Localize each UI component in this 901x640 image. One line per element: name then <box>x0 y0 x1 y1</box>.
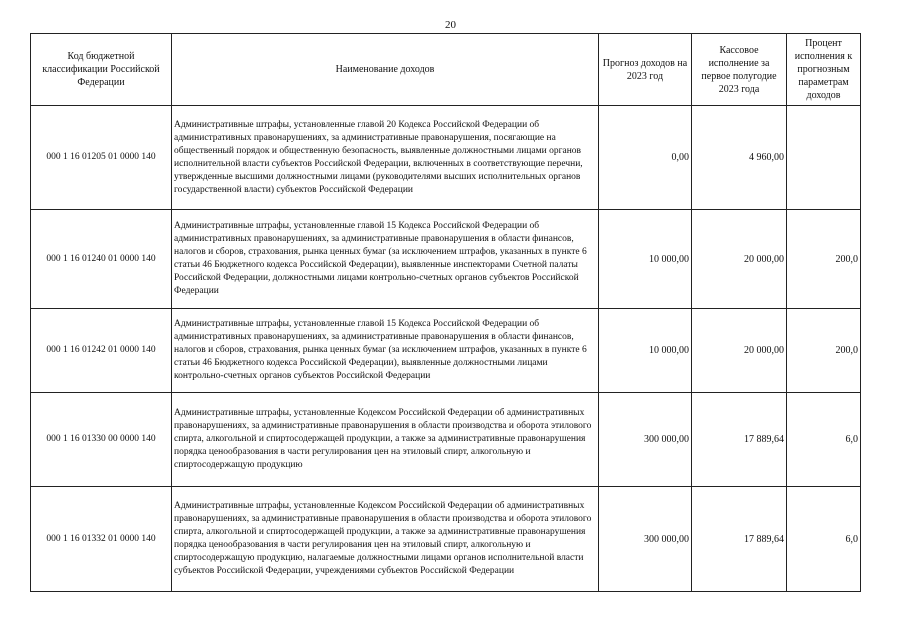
cell-name: Административные штрафы, установленные главой 15 Кодекса Российской Федерации об административных правонарушениях, за административные правонарушения в области финансов, налогов и сборов, страхования, рынка ценных бумаг (за исключением штрафов, указанных в пункте 6 статьи 46 Бюджетного кодекса Российской Федерации), выявленные должностными лицами контрольно-счетных органов субъектов Российской Федерации <box>172 309 599 393</box>
cell-percent: 6,0 <box>787 487 861 592</box>
table-row <box>31 487 861 592</box>
cell-forecast: 300 000,00 <box>599 487 692 592</box>
header-forecast: Прогноз доходов на 2023 год <box>599 34 692 106</box>
cell-actual: 17 889,64 <box>692 487 787 592</box>
cell-percent: 200,0 <box>787 309 861 393</box>
header-actual: Кассовое исполнение за первое полугодие 2023 года <box>692 34 787 106</box>
header-name: Наименование доходов <box>172 34 599 106</box>
cell-actual: 20 000,00 <box>692 210 787 309</box>
cell-forecast: 300 000,00 <box>599 393 692 487</box>
header-code: Код бюджетной классификации Российской Федерации <box>31 34 172 106</box>
table-row <box>31 393 861 487</box>
cell-forecast: 10 000,00 <box>599 309 692 393</box>
revenue-table <box>30 33 861 592</box>
header-percent: Процент исполнения к прогнозным параметрам доходов <box>787 34 861 106</box>
cell-code: 000 1 16 01240 01 0000 140 <box>31 210 172 309</box>
cell-name: Административные штрафы, установленные главой 15 Кодекса Российской Федерации об административных правонарушениях, за административные правонарушения в области финансов, налогов и сборов, страхования, рынка ценных бумаг (за исключением штрафов, указанных в пункте 6 статьи 46 Бюджетного кодекса Российской Федерации), выявленные инспекторами Счетной палаты Российской Федерации, должностными лицами контрольно-счетных органов субъектов Российской Федерации <box>172 210 599 309</box>
cell-name: Административные штрафы, установленные Кодексом Российской Федерации об административных правонарушениях, за административные правонарушения в области производства и оборота этилового спирта, алкогольной и спиртосодержащей продукции, а также за административные правонарушения порядка ценообразования в части регулирования цен на этиловый спирт, алкогольную и спиртосодержащую продукцию, налагаемые должностными лицами органов исполнительной власти субъектов Российской Федерации, учреждениями субъектов Российской Федерации <box>172 487 599 592</box>
table-row <box>31 210 861 309</box>
table-row <box>31 309 861 393</box>
page-number: 20 <box>445 19 456 31</box>
cell-forecast: 10 000,00 <box>599 210 692 309</box>
cell-name: Административные штрафы, установленные главой 20 Кодекса Российской Федерации об административных правонарушениях, за административные правонарушения, посягающие на общественный порядок и общественную безопасность, выявленные должностными лицами органов исполнительной власти субъектов Российской Федерации, включенных в соответствующие перечни, утвержденные высшими должностными лицами (руководителями высших исполнительных органов государственной власти) субъектов Российской Федерации <box>172 106 599 210</box>
cell-code: 000 1 16 01205 01 0000 140 <box>31 106 172 210</box>
cell-forecast: 0,00 <box>599 106 692 210</box>
table-row <box>31 106 861 210</box>
cell-percent: 200,0 <box>787 210 861 309</box>
cell-percent <box>787 106 861 210</box>
cell-code: 000 1 16 01332 01 0000 140 <box>31 487 172 592</box>
cell-actual: 4 960,00 <box>692 106 787 210</box>
cell-percent: 6,0 <box>787 393 861 487</box>
cell-code: 000 1 16 01330 00 0000 140 <box>31 393 172 487</box>
cell-actual: 20 000,00 <box>692 309 787 393</box>
cell-code: 000 1 16 01242 01 0000 140 <box>31 309 172 393</box>
table-header-row <box>31 34 861 106</box>
cell-name: Административные штрафы, установленные Кодексом Российской Федерации об административных правонарушениях, за административные правонарушения в области производства и оборота этилового спирта, алкогольной и спиртосодержащей продукции, а также за административные правонарушения порядка ценообразования в части регулирования цен на этиловый спирт, алкогольную и спиртосодержащую продукцию <box>172 393 599 487</box>
cell-actual: 17 889,64 <box>692 393 787 487</box>
